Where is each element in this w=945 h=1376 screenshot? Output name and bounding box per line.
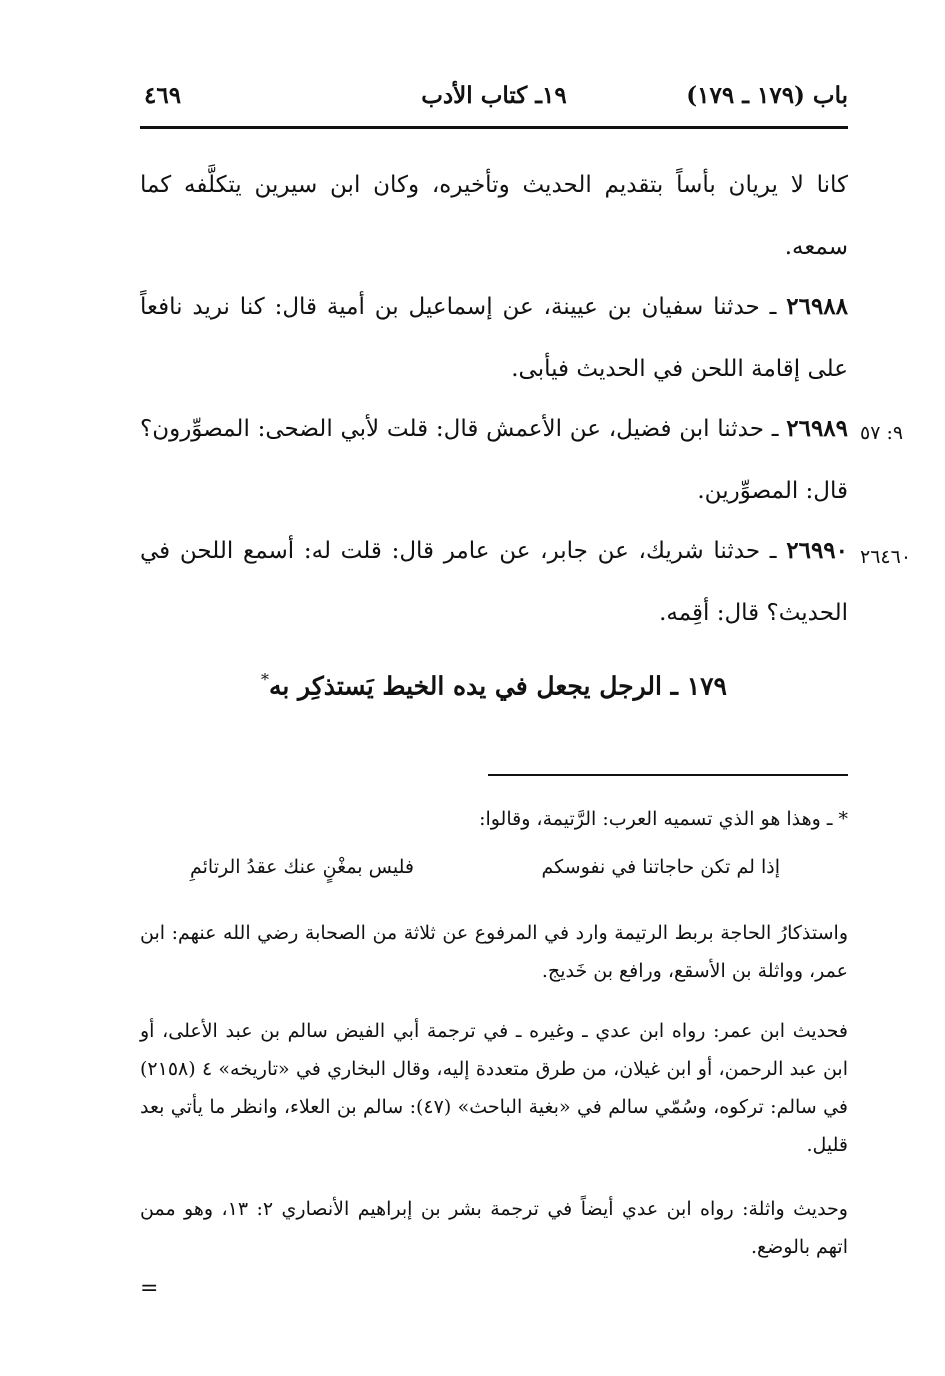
- footnote-intro: * ـ وهذا هو الذي تسميه العرب: الرَّتيمة، وقالوا:: [479, 808, 848, 830]
- chapter-heading: [140, 670, 848, 700]
- hadith-number: ٢٦٩٩٠: [786, 537, 849, 564]
- running-header: [140, 82, 848, 122]
- hadith-26988: [140, 276, 848, 400]
- verse-first-hemistich: إذا لم تكن حاجاتنا في نفوسكم: [541, 856, 780, 878]
- verse-second-hemistich: فليس بمغْنٍ عنك عقدُ الرتائمِ: [190, 856, 414, 878]
- page-number: ٤٦٩: [144, 82, 182, 109]
- hadith-text: ـ حدثنا سفيان بن عيينة، عن إسماعيل بن أمية قال: كنا نريد نافعاً على إقامة اللحن في الحديث فيأبى.: [140, 294, 848, 382]
- chapter-title: ١٧٩ ـ الرجل يجعل في يده الخيط يَستذكِر به: [268, 671, 727, 701]
- header-divider: [140, 126, 848, 129]
- footnote-marker: *: [260, 670, 269, 689]
- footnote-paragraph: وحديث واثلة: رواه ابن عدي أيضاً في ترجمة بشر بن إبراهيم الأنصاري ٢: ١٣، وهو ممن اتهم بالوضع.: [140, 1198, 848, 1258]
- paragraph-text: كانا لا يريان بأساً بتقديم الحديث وتأخيره، وكان ابن سيرين يتكلَّفه كما سمعه.: [140, 172, 848, 260]
- margin-reference: ٩: ٥٧: [860, 422, 904, 444]
- hadith-number: ٢٦٩٨٩: [786, 415, 849, 442]
- footnote-paragraph: واستذكارُ الحاجة بربط الرتيمة وارد في المرفوع عن ثلاثة من الصحابة رضي الله عنهم: ابن عمر، وواثلة بن الأسقع، ورافع بن خَديج.: [140, 922, 848, 982]
- poetry-verse: [190, 856, 780, 896]
- header-book-title: ١٩ـ كتاب الأدب: [421, 82, 567, 109]
- margin-reference: ٢٦٤٦٠: [860, 546, 912, 568]
- footnote-paragraph: فحديث ابن عمر: رواه ابن عدي ـ وغيره ـ في ترجمة أبي الفيض سالم بن عبد الأعلى، أو ابن عبد الرحمن، أو ابن غيلان، من طرق متعددة إليه، وقال البخاري في «تاريخه» ٤ (٢١٥٨) في سالم: تركوه، وسُمّي سالم في «بغية الباحث» (٤٧): سالم بن العلاء، وانظر ما يأتي بعد قليل.: [140, 1020, 849, 1156]
- hadith-26990: [140, 520, 848, 644]
- footnote-continued-mark: =: [140, 1276, 159, 1301]
- hadith-number: ٢٦٩٨٨: [786, 293, 849, 320]
- hadith-26989: [140, 398, 848, 522]
- hadith-text: ـ حدثنا ابن فضيل، عن الأعمش قال: قلت لأبي الضحى: المصوِّرون؟ قال: المصوِّرين.: [140, 416, 848, 504]
- header-chapter-range: باب (١٧٩ ـ ١٧٩): [686, 82, 848, 109]
- hadith-text: ـ حدثنا شريك، عن جابر، عن عامر قال: قلت له: أسمع اللحن في الحديث؟ قال: أقِمه.: [140, 538, 848, 626]
- footnote-divider: [488, 774, 848, 776]
- paragraph-continuation: [140, 154, 848, 278]
